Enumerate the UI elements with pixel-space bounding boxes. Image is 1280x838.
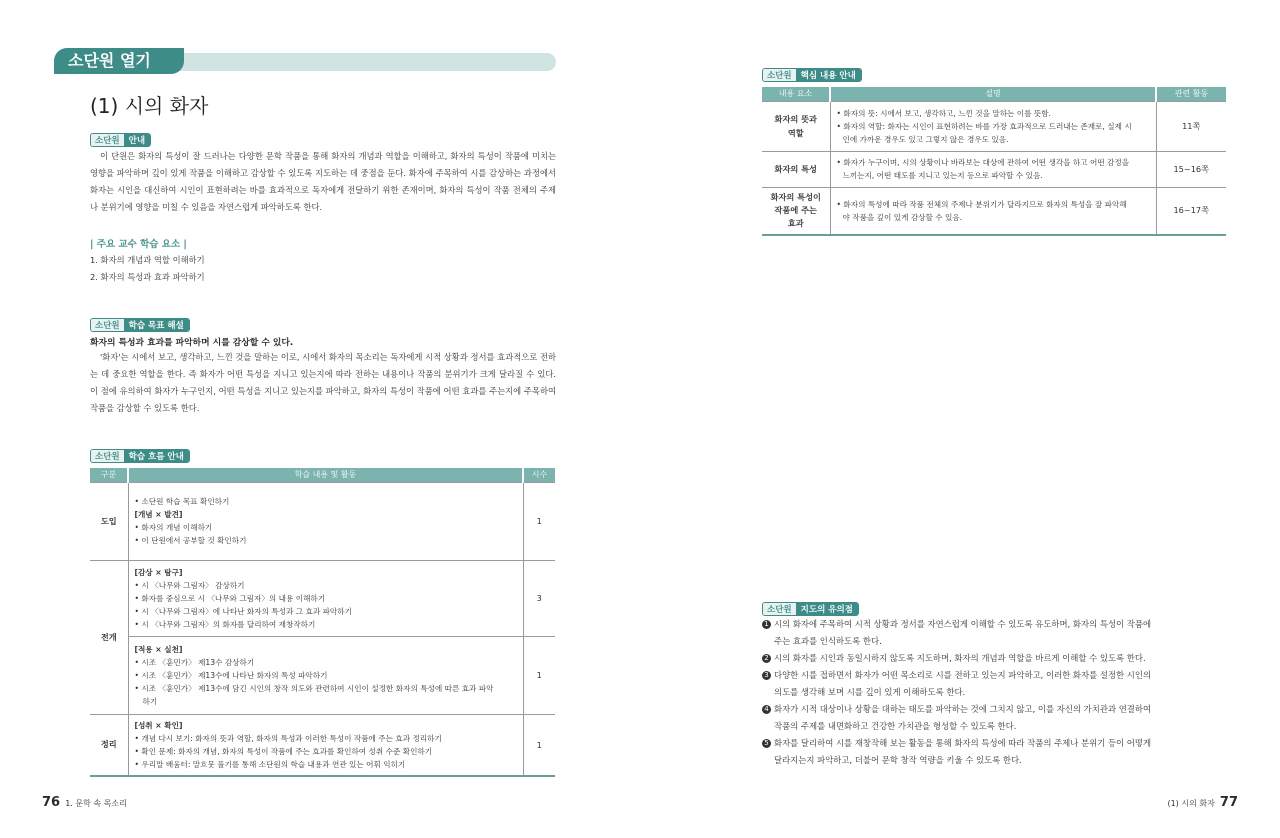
page-number-right: 77	[1219, 795, 1238, 810]
line: 작품에 주는	[774, 205, 817, 216]
line: 화자의 특성이	[770, 192, 821, 203]
line: 시의 화자를 시인과 동일시하지 않도록 지도하며, 화자의 개념과 역할을 바르게 이해할 수 있도록 한다.	[774, 653, 1146, 663]
hours-cell: 1	[523, 482, 555, 560]
content-cell	[128, 560, 523, 636]
line: 야 작품을 깊이 있게 감상할 수 있음.	[842, 212, 963, 222]
tag-prefix: 소단원	[763, 69, 796, 81]
line: 효과	[787, 218, 804, 229]
line: • 시조 〈훈민가〉 제13수에 나타난 화자의 특성 파악하기	[134, 670, 328, 680]
table-row	[762, 187, 1226, 235]
line: 인에 가까운 경우도 있고 그렇지 않은 경우도 있음.	[842, 134, 1009, 144]
hours-cell: 1	[523, 714, 555, 776]
tag-label: 지도의 유의점	[796, 603, 858, 615]
core-table	[762, 87, 1226, 236]
tag-label: 학습 흐름 안내	[124, 450, 189, 462]
line: • 시 〈나무와 그림자〉에 나타난 화자의 특성과 그 효과 파악하기	[134, 606, 352, 616]
guide-item-2: 2. 화자의 특성과 효과 파악하기	[90, 272, 205, 282]
line: • 시조 〈훈민가〉 제13수에 담긴 시인의 창작 의도와 관련하여 시인이 설정한 화자의 특성에 따른 효과 파악	[134, 683, 494, 693]
line: 느끼는지, 어떤 태도를 지니고 있는지 등으로 파악할 수 있음.	[842, 171, 1043, 180]
line: 시의 화자에 주목하여 시적 상황과 정서를 자연스럽게 이해할 수 있도록 유도하며, 화자의 특성이 작품에	[774, 619, 1152, 629]
page-title: (1) 시의 화자	[90, 94, 209, 118]
line: 달라지는지 파악하고, 더불어 문학 창작 역량을 키울 수 있도록 한다.	[774, 755, 1022, 765]
tag-prefix: 소단원	[91, 319, 124, 331]
flow-header-hours: 시수	[523, 468, 555, 482]
tag-prefix: 소단원	[91, 450, 124, 462]
tag-prefix: 소단원	[91, 134, 124, 146]
table-row	[90, 482, 555, 560]
line: [적용 × 실천]	[134, 644, 183, 654]
element-cell	[762, 187, 830, 235]
activity-cell: 15~16쪽	[1156, 151, 1226, 187]
number-badge: 1	[762, 620, 771, 629]
number-badge: 4	[762, 705, 771, 714]
core-header-desc: 설명	[830, 87, 1156, 101]
line: 의도를 생각해 보며 시를 깊이 있게 이해하도록 한다.	[774, 687, 966, 697]
core-header-activity: 관련 활동	[1156, 87, 1226, 101]
core-tag	[762, 63, 862, 82]
goal-paragraph: '화자'는 시에서 보고, 생각하고, 느낀 것을 말하는 이로, 시에서 화자의 목소리는 독자에게 시적 상황과 정서를 효과적으로 전하는 데 중요한 역할을 한다. 즉 화자가 어떤 특성을 지니고 있는지에 따라 전하는 내용이나 작품의 분위기가 크게 달라질 수 있다. 이 점에 유의하여 화자가 누구인지, 어떤 특성을 지니고 있는지를 파악하고, 화자의 특성이 작품에 어떤 효과를 주는지에 주목하여 작품을 감상할 수 있도록 한다.	[90, 352, 556, 413]
activity-cell: 16~17쪽	[1156, 187, 1226, 235]
flow-header-content: 학습 내용 및 활동	[128, 468, 523, 482]
line: • 화자의 특성에 따라 작품 전체의 주제나 분위기가 달라지므로 화자의 특성을 잘 파악해	[836, 199, 1127, 209]
desc-cell	[830, 187, 1156, 235]
content-cell	[128, 714, 523, 776]
stage-cell: 도입	[90, 482, 128, 560]
line: 하기	[142, 696, 158, 706]
footer-right-text: (1) 시의 화자	[1167, 799, 1215, 808]
guide-paragraph: 이 단원은 화자의 특성이 잘 드러나는 다양한 문학 작품을 통해 화자의 개념과 역할을 이해하고, 화자의 특성이 작품에 미치는 영향을 파악하며 깊이 있게 작품을 이해하고 감상할 수 있도록 지도하는 데 중점을 둔다. 화자에 주목하여 시를 감상하는 과정에서 화자는 시인을 대신하여 시인이 표현하려는 바를 효과적으로 독자에게 전달하기 위한 존재이며, 화자의 특성이 작품 전체의 주제나 분위기에 영향을 미칠 수 있음을 자연스럽게 파악하도록 한다.	[90, 151, 556, 212]
line: • 화자의 개념 이해하기	[134, 523, 213, 532]
line: 화자의 뜻과	[774, 114, 817, 124]
guide-subheading: | 주요 교수 학습 요소 |	[90, 239, 187, 250]
number-badge: 2	[762, 654, 771, 663]
line: • 시 〈나무와 그림자〉의 화자를 달리하여 재창작하기	[134, 619, 316, 629]
table-row	[762, 151, 1226, 187]
line: 다양한 시를 접하면서 화자가 어떤 목소리로 시를 전하고 있는지 파악하고, 이러한 화자를 설정한 시인의	[774, 670, 1152, 680]
line: [개념 × 발견]	[134, 510, 183, 519]
line: 주는 효과를 인식하도록 한다.	[774, 636, 882, 646]
line: 화자가 시적 대상이나 상황을 대하는 태도를 파악하는 것에 그치지 않고, 이를 자신의 가치관과 연결하여	[774, 704, 1152, 714]
hours-cell: 3	[523, 560, 555, 636]
activity-cell: 11쪽	[1156, 101, 1226, 151]
number-badge: 5	[762, 739, 771, 748]
footer-left	[42, 791, 127, 810]
stage-cell: 정리	[90, 714, 128, 776]
line: [감상 × 탐구]	[134, 567, 183, 577]
section-banner	[54, 48, 556, 74]
caution-tag	[762, 597, 859, 616]
core-header-element: 내용 요소	[762, 87, 830, 101]
hours-cell: 1	[523, 636, 555, 714]
line: [성취 × 확인]	[134, 720, 183, 730]
list-item	[762, 701, 1228, 718]
guide-item-1: 1. 화자의 개념과 역할 이해하기	[90, 255, 205, 265]
stage-cell: 전개	[90, 560, 128, 714]
content-cell	[128, 482, 523, 560]
line: • 우리말 배움터: 말흐뭇 풀기를 통해 소단원의 학습 내용과 연관 있는 어휘 익히기	[134, 759, 406, 769]
list-item	[762, 735, 1228, 752]
goal-tag	[90, 313, 190, 332]
guide-tag	[90, 128, 151, 147]
table-row	[90, 636, 555, 714]
footer-left-text: 1. 문학 속 목소리	[65, 799, 127, 808]
desc-cell	[830, 101, 1156, 151]
tag-label: 핵심 내용 안내	[796, 69, 861, 81]
flow-tag	[90, 444, 190, 463]
line: • 화자의 뜻: 시에서 보고, 생각하고, 느낀 것을 말하는 이를 뜻함.	[836, 108, 1051, 118]
line: • 소단원 학습 목표 확인하기	[134, 497, 230, 506]
line: • 시 〈나무와 그림자〉 감상하기	[134, 580, 245, 590]
line: 역할	[787, 128, 804, 138]
table-row	[90, 714, 555, 776]
list-item	[762, 616, 1228, 633]
tag-prefix: 소단원	[763, 603, 796, 615]
table-row	[762, 101, 1226, 151]
page-number-left: 76	[42, 795, 61, 810]
tag-label: 안내	[124, 134, 150, 146]
table-row	[90, 560, 555, 636]
content-cell	[128, 636, 523, 714]
line: • 화자의 역할: 화자는 시인이 표현하려는 바를 가장 효과적으로 드러내는 존재로, 실제 시	[836, 121, 1132, 131]
banner-label: 소단원 열기	[54, 48, 184, 74]
footer-right	[1167, 791, 1238, 810]
list-item	[762, 667, 1228, 684]
flow-header-stage: 구분	[90, 468, 128, 482]
line: 작품의 주제를 내면화하고 건강한 가치관을 형성할 수 있도록 한다.	[774, 721, 1017, 731]
line: • 시조 〈훈민가〉 제13수 감상하기	[134, 657, 255, 667]
line: • 화자를 중심으로 시 〈나무와 그림자〉의 내용 이해하기	[134, 593, 326, 603]
goal-heading: 화자의 특성과 효과를 파악하며 시를 감상할 수 있다.	[90, 338, 294, 348]
line: • 이 단원에서 공부할 것 확인하기	[134, 536, 247, 545]
line: • 확인 문제: 화자의 개념, 화자의 특성이 작품에 주는 효과를 확인하여 성취 수준 확인하기	[134, 746, 433, 756]
tag-label: 학습 목표 해설	[124, 319, 189, 331]
desc-cell	[830, 151, 1156, 187]
element-cell	[762, 101, 830, 151]
element-cell: 화자의 특성	[762, 151, 830, 187]
number-badge: 3	[762, 671, 771, 680]
caution-list	[762, 616, 1228, 769]
line: 화자를 달리하여 시를 재창작해 보는 활동을 통해 화자의 특성에 따라 작품의 주제나 분위기 등이 어떻게	[774, 738, 1152, 748]
line: • 개념 다시 보기: 화자의 뜻과 역할, 화자의 특성과 이러한 특성이 작품에 주는 효과 정리하기	[134, 733, 442, 743]
flow-table	[90, 468, 555, 777]
line: • 화자가 누구이며, 시의 상황이나 바라보는 대상에 관하여 어떤 생각을 하고 어떤 감정을	[836, 158, 1130, 167]
list-item	[762, 650, 1228, 667]
